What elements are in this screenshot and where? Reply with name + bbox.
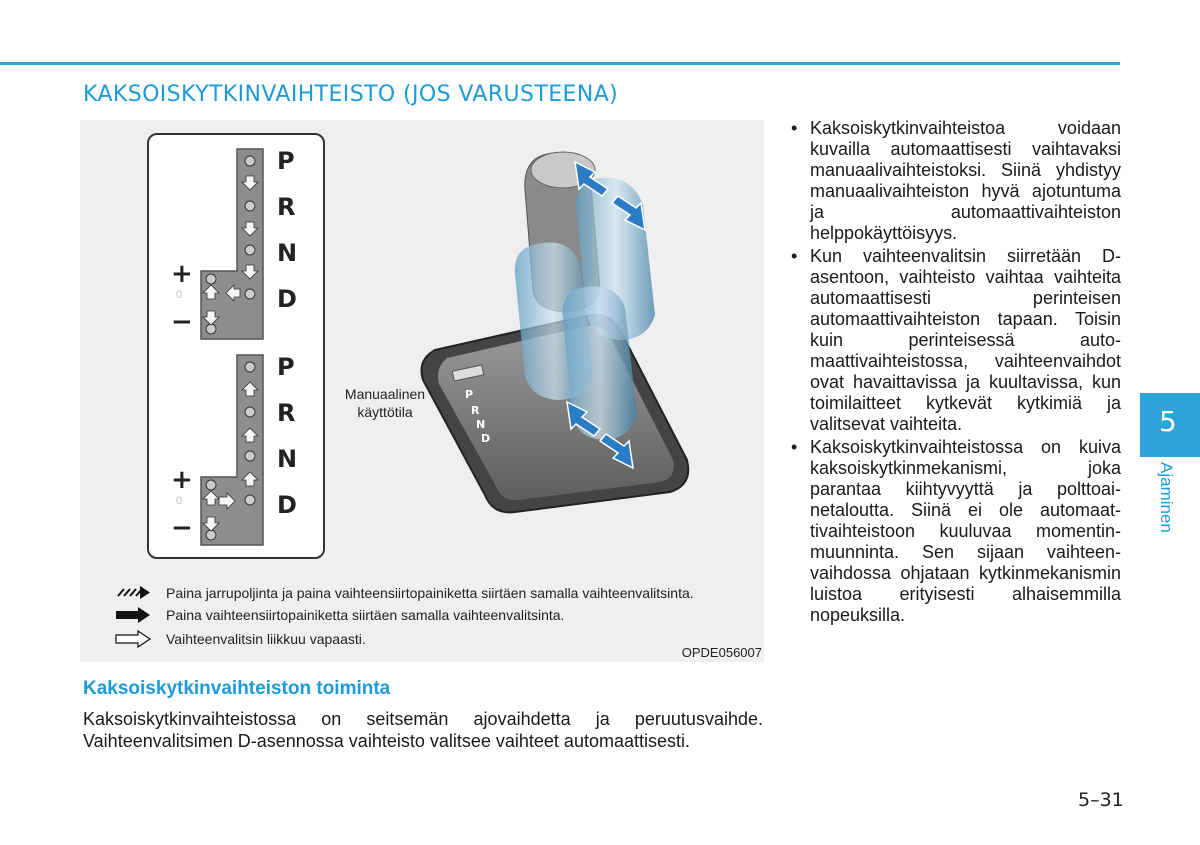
gate-letter-n: N — [277, 445, 298, 473]
gear-knob-illustration — [415, 140, 695, 520]
gate-plus-sign: + — [171, 465, 193, 495]
bullet-list — [789, 118, 1121, 628]
gate-letter-d: D — [277, 285, 297, 313]
gate-letter-d: D — [277, 491, 297, 519]
knob-plate-p: P — [465, 388, 474, 401]
outline-arrow-icon — [114, 628, 154, 650]
bullet-item: • Kun vaihteenvalitsin siirretään D-asentoon, vaihteisto vaihtaa vaihteita automaattisesti perinteisen automaattivaihteiston tapaan. Toisin kuin perinteisessä automaattivaihteistossa, vaihteenvaihdot ovat havaittavissa ja kuultavissa, kun toimilaitteet kytkevät kytkimiä ja valitsevat vaihteita. — [789, 246, 1121, 435]
manual-mode-callout: Manuaalinen käyttötila — [344, 386, 426, 420]
top-rule — [0, 62, 1120, 65]
gate-letter-p: P — [277, 353, 295, 381]
gate-zero-mark: 0 — [176, 289, 183, 301]
shift-gate-diagram — [147, 133, 325, 559]
legend-text: Paina vaihteensiirtopainiketta siirtäen samalla vaihteenvalitsinta. — [166, 607, 565, 623]
gate-letter-r: R — [277, 193, 296, 221]
gate-plus-sign: + — [171, 259, 193, 289]
gate-letter-p: P — [277, 147, 295, 175]
chapter-tab — [1140, 393, 1200, 457]
hatched-arrow-icon — [114, 582, 154, 604]
knob-plate-d: D — [481, 432, 491, 445]
subheading: Kaksoiskytkinvaihteiston toiminta — [83, 678, 391, 699]
chapter-label: Ajaminen — [1157, 462, 1176, 533]
bullet-item: • Kaksoiskytkinvaihteistossa on kuiva kaksoiskytkinmekanismi, joka parantaa kiihtyvyyttä ja polttoainetaloutta. Siinä ei ole automaattivaihteistoon kuuluvaa momentinmuunninta. Sen sijaan vaihteenvaihdossa ohjataan kytkinmekanismin luistoa erityisesti alhaisemmilla nopeuksilla. — [789, 437, 1121, 626]
figure-code: OPDE056007 — [681, 645, 762, 660]
gate-panel-upper — [149, 143, 323, 343]
chapter-number: 5 — [1159, 405, 1177, 438]
gate-letter-n: N — [277, 239, 298, 267]
gate-panel-lower — [149, 349, 323, 549]
gate-letter-r: R — [277, 399, 296, 427]
knob-plate-n: N — [476, 418, 486, 431]
knob-plate-r: R — [471, 404, 480, 417]
solid-arrow-icon — [114, 604, 154, 626]
gate-minus-sign: − — [171, 513, 193, 543]
page-number: 5–31 — [1078, 789, 1124, 811]
legend-text: Paina jarrupoljinta ja paina vaihteensiirtopainiketta siirtäen samalla vaihteenvalitsinta. — [166, 585, 694, 601]
shift-gate-figure — [80, 120, 764, 662]
body-paragraph: Kaksoiskytkinvaihteistossa on seitsemän ajovaihdetta ja peruutusvaihde. Vaihteenvalitsimen D-asennossa vaihteisto valitsee vaihteet automaattisesti. — [83, 709, 763, 751]
gate-minus-sign: − — [171, 307, 193, 337]
bullet-item: • Kaksoiskytkinvaihteistoa voidaan kuvailla automaattisesti vaihtavaksi manuaalivaihteistoksi. Siinä yhdistyy manuaalivaihteiston hyvä ajotuntuma ja automaattivaihteiston helppokäyttöisyys. — [789, 118, 1121, 244]
gate-zero-mark: 0 — [176, 495, 183, 507]
section-title: KAKSOISKYTKINVAIHTEISTO (JOS VARUSTEENA) — [83, 82, 619, 107]
legend-text: Vaihteenvalitsin liikkuu vapaasti. — [166, 631, 366, 647]
